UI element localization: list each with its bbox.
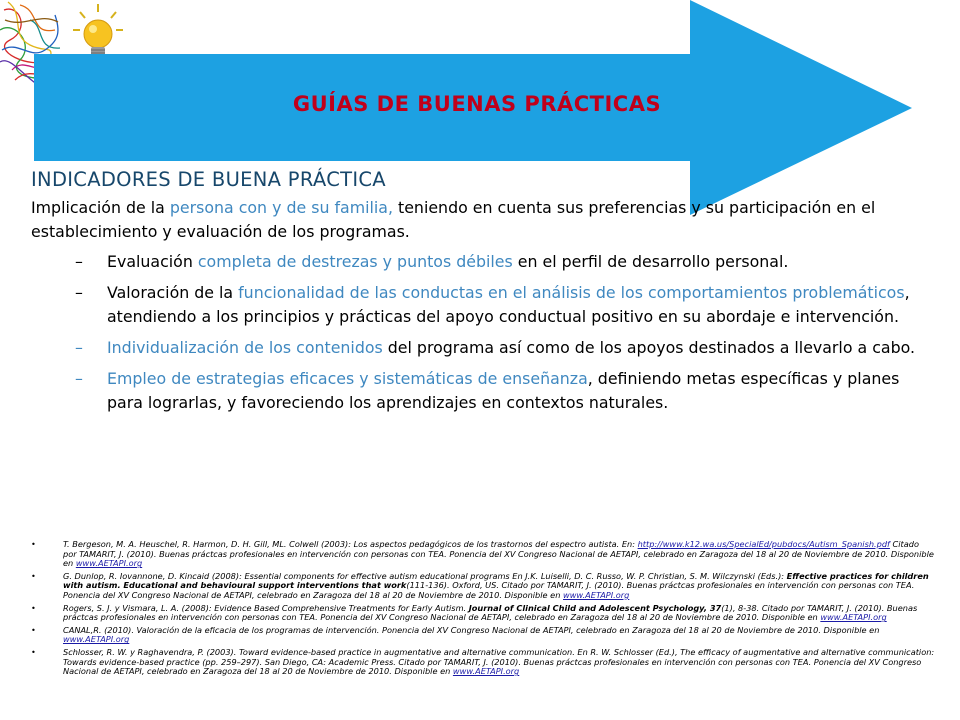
item-text: Valoración de la — [107, 283, 239, 302]
reference-item — [31, 604, 935, 623]
main-content — [31, 168, 931, 422]
reference-item — [31, 572, 935, 601]
intro-text: Implicación de la — [31, 198, 170, 217]
bullet: • — [31, 624, 36, 635]
reference-item — [31, 540, 935, 569]
list-item — [31, 250, 931, 274]
dash-bullet: – — [75, 283, 83, 302]
reference-text: (111-136). Oxford, US. Citado por TAMARIT, J. (2010). Buenas práctcas profesionales en intervención con personas con TEA. Ponencia del XV Congreso Nacional de AETAPI, celebrado en Zaragoza del 18 al 20 de Noviembre de 2010. Disponible en — [63, 580, 915, 600]
reference-link[interactable]: http://www.k12.wa.us/SpecialEd/pubdocs/Autism_Spanish.pdf — [637, 539, 890, 549]
reference-link[interactable]: www.AETAPI.org — [820, 612, 887, 623]
item-highlight: completa de destrezas y puntos débiles — [197, 252, 513, 271]
list-item — [31, 336, 931, 360]
reference-text: CANAL,R. (2010). Valoración de la eficacia de los programas de intervención. Ponencia del XV Congreso Nacional de AETAPI, celebrado en Zaragoza del 18 al 20 de Noviembre de 2010. Disponible en — [63, 624, 880, 635]
reference-text: Rogers, S. J. y Vismara, L. A. (2008): Evidence Based Comprehensive Treatments for Early Autism. — [63, 602, 469, 613]
item-text: Evaluación — [107, 252, 198, 271]
section-heading: INDICADORES DE BUENA PRÁCTICA — [31, 168, 386, 191]
reference-item — [31, 626, 935, 645]
item-highlight: Empleo de estrategias eficaces y sistemáticas de enseñanza — [107, 369, 588, 388]
bullet: • — [31, 602, 36, 613]
bullet: • — [31, 646, 36, 657]
reference-item — [31, 648, 935, 677]
references — [31, 540, 935, 680]
item-text-end: , definiendo metas específicas y planes para lograrlas, y favoreciendo los aprendizajes en contextos naturales. — [107, 369, 900, 412]
reference-link[interactable]: www.AETAPI.org — [75, 558, 143, 569]
banner-title: GUÍAS DE BUENAS PRÁCTICAS — [292, 92, 662, 116]
dash-bullet: – — [75, 338, 83, 357]
bullet: • — [31, 570, 36, 581]
reference-text: T. Bergeson, M. A. Heuschel, R. Harmon, D. H. Gill, ML. Colwell (2003): Los aspectos pedagógicos de los trastornos del espectro autista. En: — [63, 539, 638, 549]
item-text-end: en el perfil de desarrollo personal. — [512, 252, 789, 271]
reference-link[interactable]: www.AETAPI.org — [452, 666, 520, 677]
bullet: • — [31, 539, 36, 549]
reference-link[interactable]: www.AETAPI.org — [563, 589, 630, 600]
intro-paragraph — [31, 196, 931, 244]
item-highlight: Individualización de los contenidos — [107, 338, 383, 357]
item-text-end: , atendiendo a los principios y prácticas del apoyo conductual positivo en su abordaje e intervención. — [107, 283, 910, 326]
item-text-end: del programa así como de los apoyos destinados a llevarlo a cabo. — [382, 338, 916, 357]
intro-highlight: persona con y de su familia, — [169, 198, 393, 217]
reference-bold-title: Effective practices for children with autism. Educational and behavioural support interventions that work — [63, 570, 929, 591]
reference-text: Schlosser, R. W. y Raghavendra, P. (2003). Toward evidence-based practice in augmentative and alternative communication. En R. W. Schlosser (Ed.), The efficacy of augmentative and alternative communication: Towards evidence-based practice (pp. 259–297). San Diego, CA: Academic Press. Citado por TAMARIT, J. (2010). Buenas práctcas profesionales en intervención con personas con TEA. Ponencia del XV Congreso Nacional de AETAPI, celebrado en Zaragoza del 18 al 20 de Noviembre de 2010. Disponible en — [63, 646, 935, 677]
dash-bullet: – — [75, 252, 83, 271]
item-highlight: funcionalidad de las conductas en el análisis de los comportamientos problemáticos — [238, 283, 905, 302]
list-item — [31, 367, 931, 415]
reference-bold-title: Journal of Clinical Child and Adolescent Psychology, 37 — [468, 602, 722, 613]
reference-text: (1), 8-38. Citado por TAMARIT, J. (2010). Buenas práctcas profesionales en intervención con personas con TEA. Ponencia del XV Congreso Nacional de AETAPI, celebrado en Zaragoza del 18 al 20 de Noviembre de 2010. Disponible en — [63, 602, 918, 623]
reference-link[interactable]: www.AETAPI.org — [63, 634, 130, 645]
reference-text: G. Dunlop, R. Iovannone, D. Kincaid (2008): Essential components for effective autism educational programs En J.K. Luiselli, D. C. Russo, W. P. Christian, S. M. Wilczynski (Eds.): — [63, 570, 787, 581]
list-item — [31, 281, 931, 329]
reference-text: Citado por TAMARIT, J. (2010). Buenas práctcas profesionales en intervención con personas con TEA. Ponencia del XV Congreso Nacional de AETAPI, celebrado en Zaragoza del 18 al 20 de Noviembre de 2010. Disponible en — [63, 539, 934, 569]
dash-bullet: – — [75, 369, 83, 388]
intro-text-end: teniendo en cuenta sus preferencias y su participación en el establecimiento y evaluación de los programas. — [31, 198, 876, 241]
